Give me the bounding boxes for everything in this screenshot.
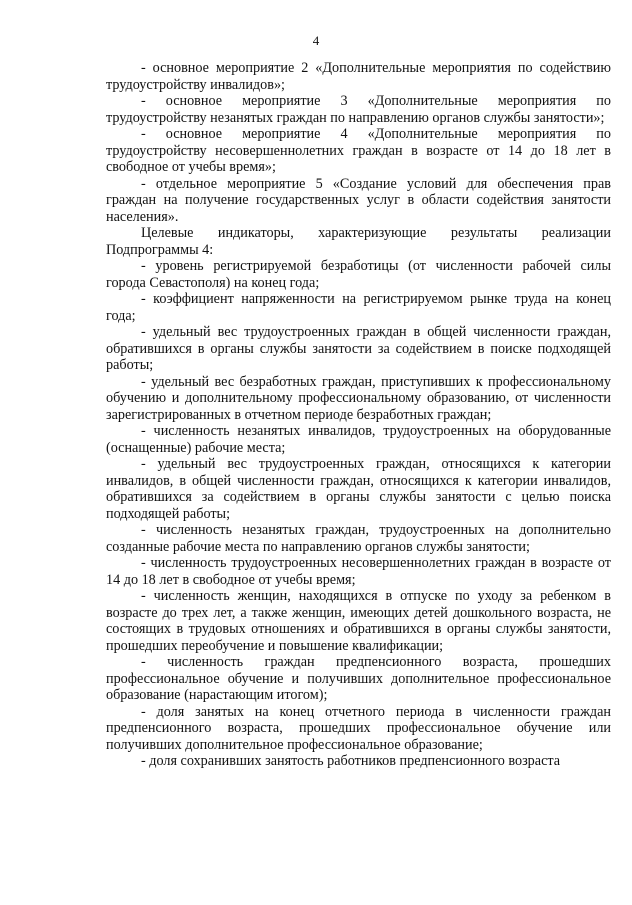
indicator-disabled-equipped-workplaces: - численность незанятых инвалидов, трудоустроенных на оборудованные (оснащенные) рабочие места; (106, 423, 611, 456)
indicator-additional-workplaces: - численность незанятых граждан, трудоустроенных на дополнительно созданные рабочие места по направлению органов службы занятости; (106, 522, 611, 555)
indicator-unemployed-training-share: - удельный вес безработных граждан, приступивших к профессиональному обучению и дополнительному профессиональному образованию, от численности зарегистрированных в отчетном периоде безработных граждан; (106, 373, 611, 423)
paragraph-main-event-2: - основное мероприятие 2 «Дополнительные мероприятия по содействию трудоустройству инвалидов»; (106, 60, 611, 93)
indicator-employed-share: - удельный вес трудоустроенных граждан в общей численности граждан, обратившихся в органы службы занятости за содействием в поиске подходящей работы; (106, 324, 611, 373)
paragraph-main-event-4: - основное мероприятие 4 «Дополнительные мероприятия по трудоустройству несовершеннолетних граждан в возрасте от 14 до 18 лет в свободное от учебы время»; (106, 126, 611, 175)
indicator-tension-coefficient: - коэффициент напряженности на регистрируемом рынке труда на конец года; (106, 291, 611, 324)
indicator-prepension-employed-share: - доля занятых на конец отчетного периода в численности граждан предпенсионного возраста, прошедших профессиональное обучение или получивших дополнительное профессиональное образование; (106, 703, 611, 753)
indicator-prepension-training-count: - численность граждан предпенсионного возраста, прошедших профессиональное обучение и получивших дополнительное профессиональное образование (нарастающим итогом); (106, 654, 611, 703)
indicator-disabled-employed-share: - удельный вес трудоустроенных граждан, относящихся к категории инвалидов, в общей численности граждан, относящихся к категории инвалидов, обратившихся за содействием в органы службы занятости с целью поиска подходящей работы; (106, 456, 611, 522)
indicator-women-retraining: - численность женщин, находящихся в отпуске по уходу за ребенком в возрасте до трех лет, а также женщин, имеющих детей дошкольного возраста, не состоящих в трудовых отношениях и обратившихся в органы службы занятости, прошедших переобучение и повышение квалификации; (106, 588, 611, 654)
page-number: 4 (312, 33, 320, 48)
indicator-minors-employed: - численность трудоустроенных несовершеннолетних граждан в возрасте от 14 до 18 лет в свободное от учебы время; (106, 555, 611, 588)
paragraph-separate-event-5: - отдельное мероприятие 5 «Создание условий для обеспечения прав граждан на получение государственных услуг в области содействия занятости населения». (106, 175, 611, 225)
document-body (106, 60, 611, 770)
indicator-prepension-retained-share: - доля сохранивших занятость работников предпенсионного возраста (141, 753, 561, 769)
indicator-unemployment-rate: - уровень регистрируемой безработицы (от численности рабочей силы города Севастополя) на конец года; (106, 258, 611, 291)
paragraph-target-indicators-intro: Целевые индикаторы, характеризующие результаты реализации Подпрограммы 4: (106, 225, 611, 258)
paragraph-main-event-3: - основное мероприятие 3 «Дополнительные мероприятия по трудоустройству незанятых граждан по направлению органов службы занятости»; (106, 93, 611, 126)
